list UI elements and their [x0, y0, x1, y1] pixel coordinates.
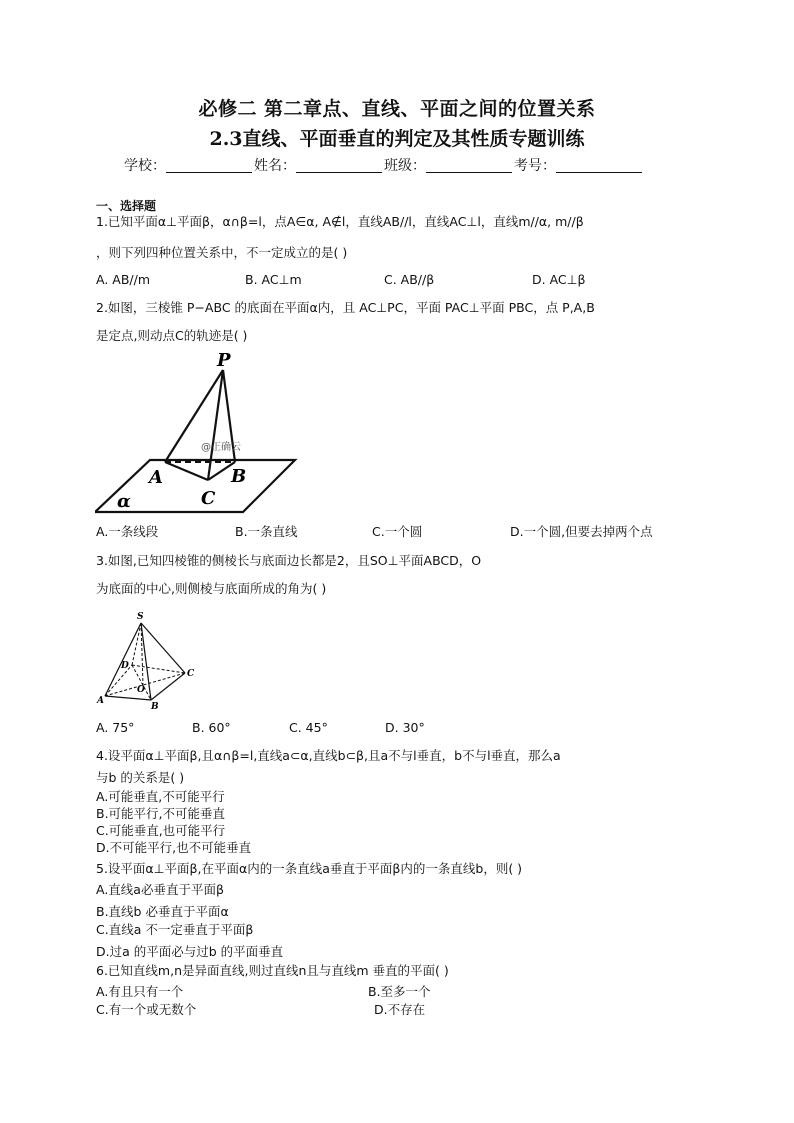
q1-option-d: D. AC⊥β [532, 272, 586, 287]
label-a: A [149, 467, 163, 488]
q2-stem-line2: 是定点,则动点C的轨迹是( ) [96, 328, 248, 343]
q3-option-c: C. 45° [289, 720, 328, 735]
edge-pc [208, 370, 223, 480]
q3-option-a: A. 75° [96, 720, 135, 735]
q4-stem-line2: 与b 的关系是( ) [96, 770, 185, 785]
q4-option-c: C.可能垂直,也可能平行 [96, 823, 226, 838]
q2-option-c: C.一个圆 [372, 524, 423, 539]
q5-option-c: C.直线a 不一定垂直于平面β [96, 922, 254, 937]
q6-option-c: C.有一个或无数个 [96, 1002, 197, 1017]
student-info-row [124, 155, 644, 175]
q2-option-a: A.一条线段 [96, 524, 159, 539]
label-o: O [137, 685, 145, 695]
class-blank[interactable] [426, 158, 512, 173]
name-blank[interactable] [296, 158, 382, 173]
label-s: S [137, 612, 144, 622]
label-a: A [97, 696, 104, 706]
label-b: B [151, 702, 159, 711]
q2-pyramid-figure [95, 350, 300, 515]
q5-option-b: B.直线b 必垂直于平面α [96, 904, 229, 919]
section-heading: 一、选择题 [96, 199, 157, 213]
q4-option-a: A.可能垂直,不可能平行 [96, 789, 225, 804]
q3-stem-line2: 为底面的中心,则侧棱与底面所成的角为( ) [96, 581, 327, 596]
q5-option-a: A.直线a必垂直于平面β [96, 882, 224, 897]
edge-ac [165, 462, 208, 480]
q3-stem-line1: 3.如图,已知四棱锥的侧棱长与底面边长都是2，且SO⊥平面ABCD，O [96, 553, 482, 568]
label-c: C [187, 669, 195, 679]
watermark: @正确云 [201, 442, 241, 453]
title-line-1: 必修二 第二章点、直线、平面之间的位置关系 [198, 98, 596, 120]
q1-option-b: B. AC⊥m [245, 272, 302, 287]
q6-option-a: A.有且只有一个 [96, 984, 184, 999]
q3-option-d: D. 30° [385, 720, 425, 735]
q2-option-b: B.一条直线 [235, 524, 298, 539]
name-label: 姓名： [254, 158, 296, 174]
q5-stem-line1: 5.设平面α⊥平面β,在平面α内的一条直线a垂直于平面β内的一条直线b，则( ) [96, 861, 523, 876]
q4-stem-line1: 4.设平面α⊥平面β,且α∩β=l,直线a⊂α,直线b⊂β,且a不与l垂直，b不与l垂直，那么a [96, 748, 561, 763]
school-blank[interactable] [166, 158, 252, 173]
label-d: D [121, 661, 129, 671]
q3-pyramid-figure [95, 608, 200, 711]
q1-stem-line2: ，则下列四种位置关系中，不一定成立的是( ) [96, 245, 348, 260]
q6-option-b: B.至多一个 [368, 984, 431, 999]
class-label: 班级： [384, 158, 426, 174]
label-c: C [201, 488, 216, 509]
q3-option-b: B. 60° [192, 720, 231, 735]
exam-no-label: 考号： [514, 158, 556, 174]
q6-stem-line1: 6.已知直线m,n是异面直线,则过直线n且与直线m 垂直的平面( ) [96, 963, 449, 978]
exam-no-blank[interactable] [556, 158, 642, 173]
q4-option-d: D.不可能平行,也不可能垂直 [96, 840, 252, 855]
q6-option-d: D.不存在 [374, 1002, 426, 1017]
q4-option-b: B.可能平行,不可能垂直 [96, 806, 226, 821]
q2-stem-line1: 2.如图，三棱锥 P−ABC 的底面在平面α内，且 AC⊥PC，平面 PAC⊥平面 PBC，点 P,A,B [96, 300, 595, 315]
q5-option-d: D.过a 的平面必与过b 的平面垂直 [96, 944, 284, 959]
label-alpha: α [117, 491, 131, 512]
title-line-2: 2.3直线、平面垂直的判定及其性质专题训练 [209, 128, 585, 150]
q1-option-c: C. AB//β [384, 272, 435, 287]
label-p: P [217, 350, 231, 371]
q1-stem-line1: 1.已知平面α⊥平面β，α∩β=l，点A∈α, A∉l，直线AB//l，直线AC⊥l，直线m//α, m//β [96, 214, 584, 229]
q1-option-a: A. AB//m [96, 272, 151, 287]
label-b: B [231, 466, 247, 487]
q2-option-d: D.一个圆,但要去掉两个点 [510, 524, 653, 539]
school-label: 学校： [124, 158, 166, 174]
